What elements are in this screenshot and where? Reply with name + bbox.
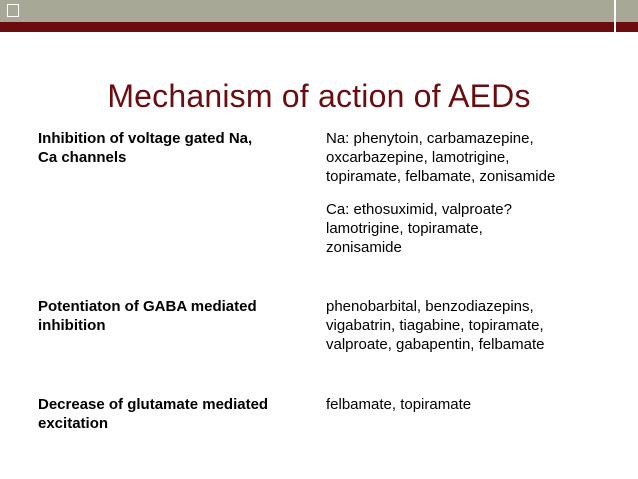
mechanism-line: Decrease of glutamate mediated bbox=[38, 396, 269, 413]
drug-line: lamotrigine, topiramate, bbox=[326, 220, 483, 237]
header-gray-band bbox=[0, 0, 638, 22]
drug-line: oxcarbazepine, lamotrigine, bbox=[326, 149, 510, 166]
mechanism-line: excitation bbox=[38, 415, 109, 432]
header-red-band bbox=[0, 22, 638, 32]
drug-line: vigabatrin, tiagabine, topiramate, bbox=[326, 317, 544, 334]
drug-line: phenobarbital, benzodiazepins, bbox=[326, 298, 534, 315]
mechanism-line: Potentiaton of GABA mediated bbox=[38, 298, 257, 315]
header-divider bbox=[614, 0, 616, 32]
drug-line: felbamate, topiramate bbox=[326, 396, 472, 413]
drug-line: topiramate, felbamate, zonisamide bbox=[326, 168, 556, 185]
drug-line: zonisamide bbox=[326, 239, 402, 256]
header-bar bbox=[0, 0, 638, 32]
corner-square-icon bbox=[7, 4, 19, 17]
mechanism-line: inhibition bbox=[38, 317, 106, 334]
drug-line: valproate, gabapentin, felbamate bbox=[326, 336, 545, 353]
drug-line: Na: phenytoin, carbamazepine, bbox=[326, 130, 534, 147]
mechanism-line: Ca channels bbox=[38, 149, 127, 166]
drug-line: Ca: ethosuximid, valproate? bbox=[326, 201, 512, 218]
drugs-glutamate bbox=[326, 395, 471, 414]
mechanism-line: Inhibition of voltage gated Na, bbox=[38, 130, 253, 147]
slide-title: Mechanism of action of AEDs bbox=[107, 78, 531, 114]
mechanism-gaba bbox=[38, 297, 257, 335]
drugs-na bbox=[326, 129, 555, 186]
drugs-ca bbox=[326, 200, 512, 257]
drugs-gaba bbox=[326, 297, 545, 354]
mechanism-na-ca bbox=[38, 129, 252, 167]
mechanism-glutamate bbox=[38, 395, 268, 433]
